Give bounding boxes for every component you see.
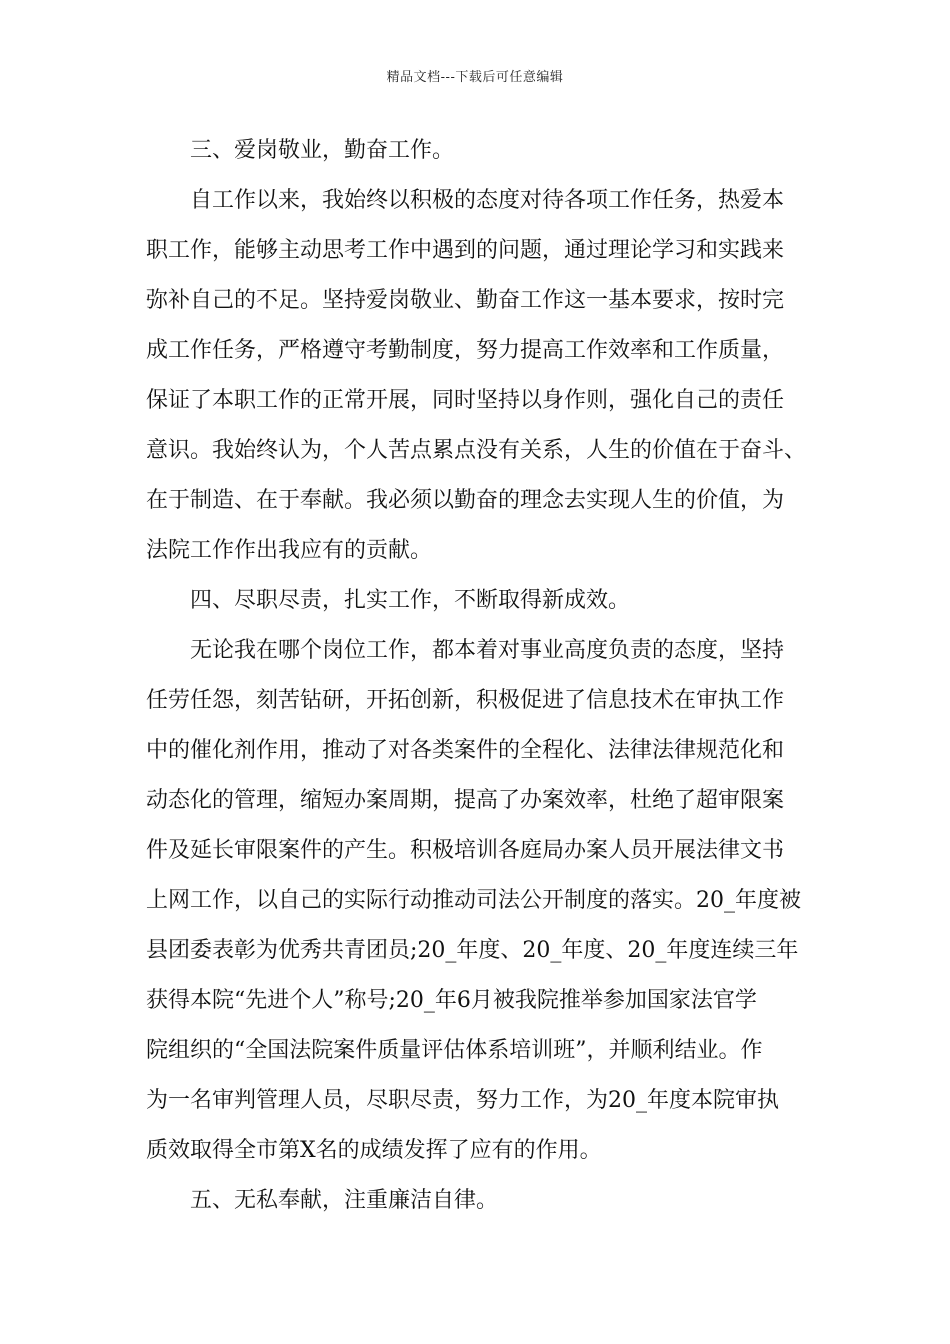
paragraph-line: 为一名审判管理人员，尽职尽责，努力工作，为20_年度本院审执 — [146, 1088, 779, 1113]
paragraph-line: 意识。我始终认为，个人苦点累点没有关系，人生的价值在于奋斗、 — [146, 438, 807, 463]
paragraph-line: 弥补自己的不足。坚持爱岗敬业、勤奋工作这一基本要求，按时完 — [146, 288, 785, 313]
section-heading: 五、无私奉献，注重廉洁自律。 — [190, 1188, 499, 1213]
paragraph-line: 获得本院“先进个人”称号;20_年6月被我院推举参加国家法官学 — [146, 988, 757, 1013]
paragraph-line: 无论我在哪个岗位工作，都本着对事业高度负责的态度，坚持 — [190, 638, 785, 663]
page-header: 精品文档---下载后可任意编辑 — [386, 70, 564, 85]
section-heading: 四、尽职尽责，扎实工作，不断取得新成效。 — [190, 588, 631, 613]
paragraph-line: 院组织的“全国法院案件质量评估体系培训班”，并顺利结业。作 — [146, 1038, 763, 1063]
paragraph-line: 成工作任务，严格遵守考勤制度，努力提高工作效率和工作质量， — [146, 338, 785, 363]
section-heading: 三、爱岗敬业，勤奋工作。 — [190, 138, 455, 163]
paragraph-line: 任劳任怨，刻苦钻研，开拓创新，积极促进了信息技术在审执工作 — [146, 688, 785, 713]
paragraph-line: 保证了本职工作的正常开展，同时坚持以身作则，强化自己的责任 — [146, 388, 785, 413]
paragraph-line: 法院工作作出我应有的贡献。 — [146, 538, 433, 563]
paragraph-line: 中的催化剂作用，推动了对各类案件的全程化、法律法律规范化和 — [146, 738, 785, 763]
paragraph-line: 动态化的管理，缩短办案周期，提高了办案效率，杜绝了超审限案 — [146, 788, 785, 813]
paragraph-line: 自工作以来，我始终以积极的态度对待各项工作任务，热爱本 — [190, 188, 785, 213]
paragraph-line: 职工作，能够主动思考工作中遇到的问题，通过理论学习和实践来 — [146, 238, 785, 263]
paragraph-line: 质效取得全市第X名的成绩发挥了应有的作用。 — [146, 1138, 602, 1163]
paragraph-line: 县团委表彰为优秀共青团员;20_年度、20_年度、20_年度连续三年 — [146, 938, 799, 963]
paragraph-line: 上网工作，以自己的实际行动推动司法公开制度的落实。20_年度被 — [146, 888, 801, 913]
paragraph-line: 在于制造、在于奉献。我必须以勤奋的理念去实现人生的价值，为 — [146, 488, 785, 513]
paragraph-line: 件及延长审限案件的产生。积极培训各庭局办案人员开展法律文书 — [146, 838, 785, 863]
